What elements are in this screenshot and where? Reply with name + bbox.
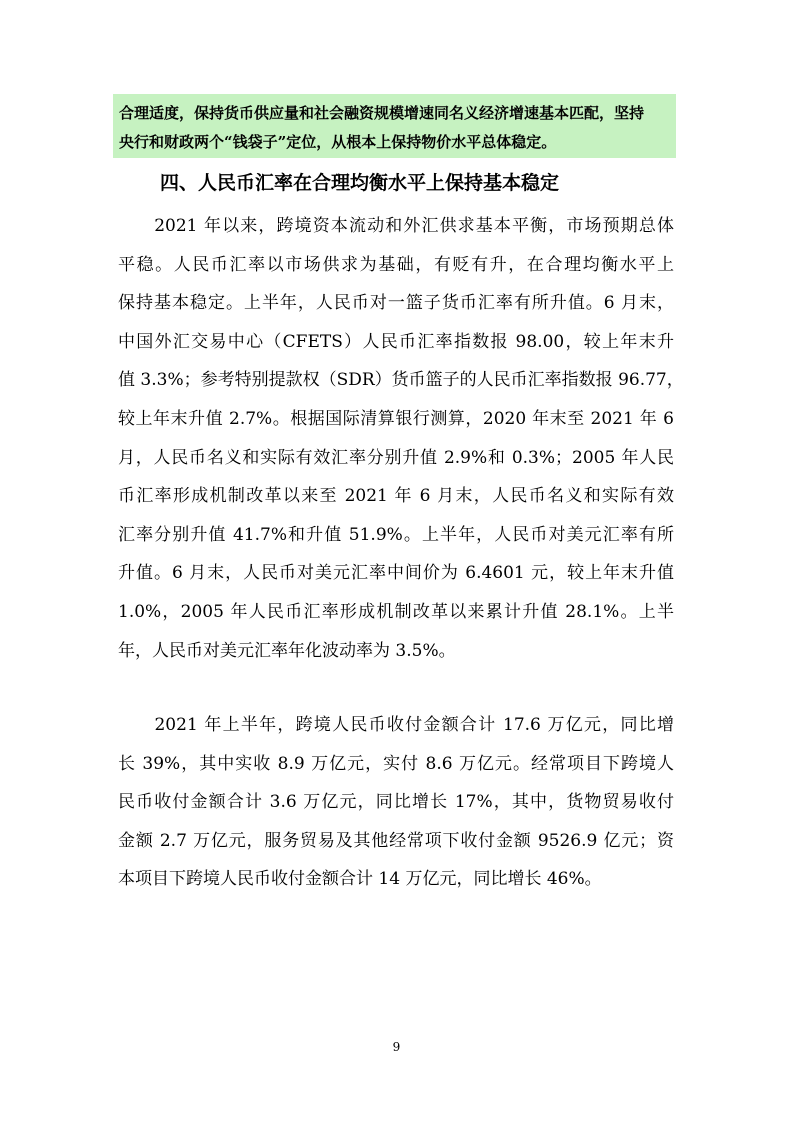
paragraph-line: 2021 年以来，跨境资本流动和外汇供求基本平衡，市场预期总体 bbox=[118, 216, 674, 236]
paragraph-line: 本项目下跨境人民币收付金额合计 14 万亿元，同比增长 46%。 bbox=[118, 869, 602, 890]
paragraph-line: 1.0%，2005 年人民币汇率形成机制改革以来累计升值 28.1%。上半 bbox=[118, 601, 674, 622]
paragraph-line: 年，人民币对美元汇率年化波动率为 3.5%。 bbox=[118, 640, 456, 661]
page-number: 9 bbox=[392, 1040, 401, 1054]
highlight-line: 合理适度，保持货币供应量和社会融资规模增速同名义经济增速基本匹配，坚持 bbox=[119, 104, 645, 122]
paragraph-exchange-rate bbox=[118, 207, 684, 670]
paragraph-line: 民币收付金额合计 3.6 万亿元，同比增长 17%，其中，货物贸易收付 bbox=[118, 792, 674, 813]
highlight-line: 央行和财政两个“钱袋子”定位，从根本上保持物价水平总体稳定。 bbox=[119, 133, 557, 151]
paragraph-line: 平稳。人民币汇率以市场供求为基础，有贬有升，在合理均衡水平上 bbox=[118, 254, 674, 275]
paragraph-line: 中国外汇交易中心（CFETS）人民币汇率指数报 98.00，较上年末升 bbox=[118, 331, 674, 352]
paragraph-line: 汇率分别升值 41.7%和升值 51.9%。上半年，人民币对美元汇率有所 bbox=[118, 524, 674, 545]
paragraph-line: 保持基本稳定。上半年，人民币对一篮子货币汇率有所升值。6 月末， bbox=[118, 293, 674, 314]
paragraph-line: 升值。6 月末，人民币对美元汇率中间价为 6.4601 元，较上年末升值 bbox=[118, 563, 674, 584]
paragraph-line: 2021 年上半年，跨境人民币收付金额合计 17.6 万亿元，同比增 bbox=[118, 715, 674, 735]
paragraph-cross-border-rmb bbox=[118, 706, 674, 899]
highlighted-passage bbox=[113, 94, 676, 158]
paragraph-line: 金额 2.7 万亿元，服务贸易及其他经常项下收付金额 9526.9 亿元；资 bbox=[118, 830, 674, 851]
paragraph-line: 币汇率形成机制改革以来至 2021 年 6 月末，人民币名义和实际有效 bbox=[118, 486, 674, 507]
paragraph-line: 值 3.3%；参考特别提款权（SDR）货币篮子的人民币汇率指数报 96.77， bbox=[118, 370, 684, 391]
paragraph-line: 月，人民币名义和实际有效汇率分别升值 2.9%和 0.3%；2005 年人民 bbox=[118, 447, 674, 468]
section-heading: 四、人民币汇率在合理均衡水平上保持基本稳定 bbox=[160, 172, 560, 194]
paragraph-line: 长 39%，其中实收 8.9 万亿元，实付 8.6 万亿元。经常项目下跨境人 bbox=[118, 753, 674, 774]
paragraph-line: 较上年末升值 2.7%。根据国际清算银行测算，2020 年末至 2021 年 6 bbox=[118, 408, 674, 429]
